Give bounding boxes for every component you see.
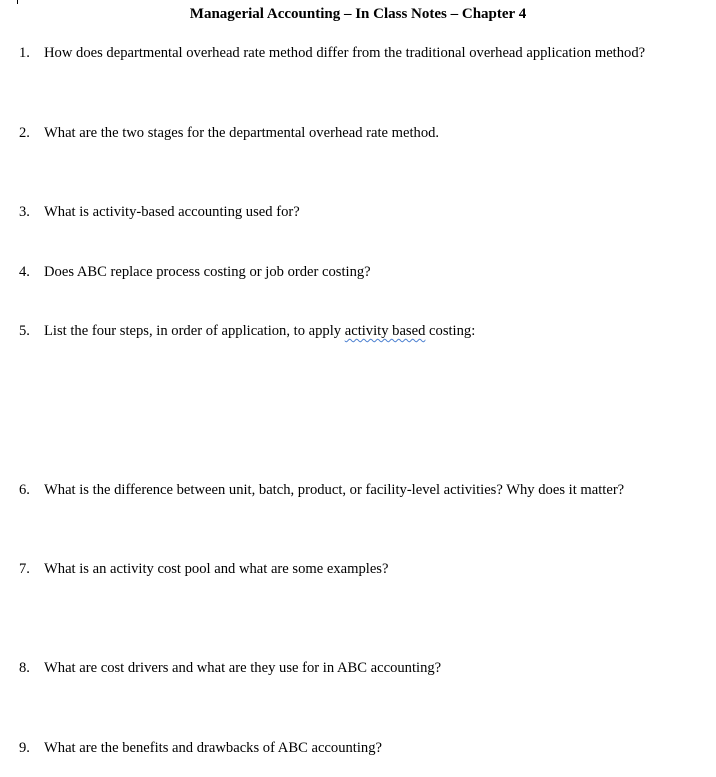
question-6 — [19, 481, 624, 499]
question-number: 1. — [19, 45, 30, 61]
question-number: 2. — [19, 125, 30, 141]
question-text-start: List the four steps, in order of application, to apply — [44, 323, 345, 339]
question-text-end: costing: — [425, 323, 476, 339]
question-text: What is activity-based accounting used for? — [44, 204, 300, 220]
question-7 — [19, 560, 388, 578]
question-text: What is an activity cost pool and what are some examples? — [44, 561, 389, 577]
question-text: What is the difference between unit, batch, product, or facility-level activities? Why does it matter? — [44, 482, 625, 498]
question-8 — [19, 659, 441, 677]
question-number: 9. — [19, 740, 30, 756]
question-5 — [19, 322, 475, 340]
page-title: Managerial Accounting – In Class Notes – Chapter 4 — [189, 6, 527, 22]
question-text: How does departmental overhead rate method differ from the traditional overhead application method? — [44, 45, 646, 61]
question-text: What are cost drivers and what are they use for in ABC accounting? — [44, 660, 442, 676]
spellcheck-flagged-text: activity based — [344, 323, 426, 339]
question-2 — [19, 124, 439, 142]
question-9 — [19, 739, 382, 757]
question-3 — [19, 203, 300, 221]
question-1 — [19, 44, 645, 62]
question-number: 4. — [19, 264, 30, 280]
question-number: 3. — [19, 204, 30, 220]
question-text: What are the two stages for the departmental overhead rate method. — [44, 125, 440, 141]
question-number: 8. — [19, 660, 30, 676]
question-number: 5. — [19, 323, 30, 339]
question-4 — [19, 263, 371, 281]
question-number: 7. — [19, 561, 30, 577]
question-text: What are the benefits and drawbacks of ABC accounting? — [44, 740, 382, 756]
question-number: 6. — [19, 482, 30, 498]
question-text: Does ABC replace process costing or job order costing? — [44, 264, 371, 280]
